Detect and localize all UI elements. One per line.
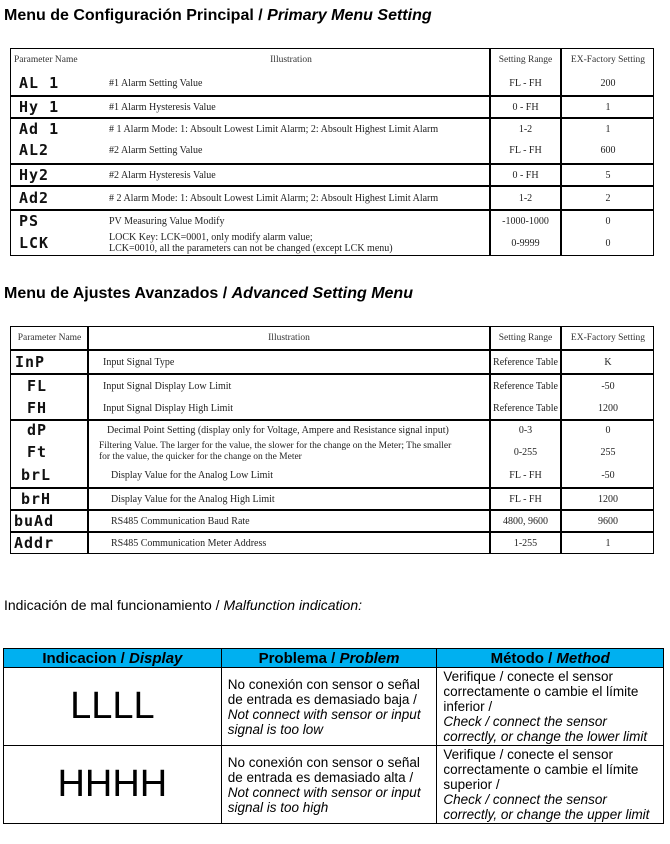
parameter-illustration: Input Signal Type	[103, 356, 175, 368]
primary-title-en: Primary Menu Setting	[267, 7, 432, 24]
table-row	[11, 439, 653, 465]
setting-range: 1-2	[518, 192, 533, 204]
table-row	[11, 373, 653, 397]
table-row	[11, 349, 653, 373]
table-row	[11, 531, 653, 553]
parameter-code: AL 1	[19, 74, 60, 92]
header-parameter-name: Parameter Name	[17, 333, 82, 343]
parameter-illustration: Filtering Value. The larger for the value, the slower for the change on the Meter; The smaller for the value, the quicker for the change on the Meter	[99, 441, 452, 462]
header-factory-setting: EX-Factory Setting	[570, 333, 646, 343]
setting-range: Reference Table	[493, 380, 558, 392]
parameter-code: Hy 1	[19, 98, 60, 116]
table-header	[11, 49, 653, 71]
table-row	[11, 487, 653, 509]
display-code: LLLL	[4, 668, 222, 746]
parameter-illustration: PV Measuring Value Modify	[109, 215, 225, 227]
factory-setting: 2	[605, 192, 611, 204]
header-setting-range: Setting Range	[498, 333, 553, 343]
factory-setting: -50	[601, 469, 615, 481]
malfunction-title-es: Indicación de mal funcionamiento	[4, 597, 212, 613]
parameter-illustration: Display Value for the Analog Low Limit	[111, 469, 274, 481]
parameter-illustration: Input Signal Display High Limit	[103, 402, 233, 414]
factory-setting: -50	[601, 380, 615, 392]
parameter-code: LCK	[19, 234, 50, 252]
parameter-code: Hy2	[19, 166, 50, 184]
header-parameter-name: Parameter Name	[14, 55, 78, 65]
factory-setting: 1200	[598, 402, 618, 414]
header-illustration: Illustration	[268, 333, 310, 343]
table-row	[11, 397, 653, 419]
advanced-title-en: Advanced Setting Menu	[231, 285, 413, 302]
parameter-illustration: Display Value for the Analog High Limit	[111, 493, 275, 505]
parameter-illustration: LOCK Key: LCK=0001, only modify alarm value; LCK=0010, all the parameters can not be changed (except LCK menu)	[109, 232, 393, 254]
table-row	[4, 746, 664, 824]
factory-setting: 9600	[598, 515, 618, 527]
factory-setting: 1	[605, 101, 611, 113]
header-illustration: Illustration	[270, 55, 312, 65]
setting-range: FL - FH	[509, 77, 542, 89]
setting-range: FL - FH	[509, 493, 542, 505]
setting-range: Reference Table	[493, 356, 558, 368]
table-row	[11, 209, 653, 231]
parameter-code: FH	[27, 399, 48, 417]
table-row	[11, 117, 653, 139]
method-cell: Verifique / conecte el sensor correctamente o cambie el límite superior / Check / connect the sensor correctly, or change the upper limit	[437, 746, 664, 824]
setting-range: FL - FH	[509, 144, 542, 156]
factory-setting: 200	[600, 77, 616, 89]
setting-range: 0 - FH	[512, 169, 539, 181]
parameter-code: InP	[15, 353, 46, 371]
parameter-illustration: RS485 Communication Meter Address	[111, 537, 267, 549]
parameter-illustration: #1 Alarm Hysteresis Value	[109, 101, 216, 113]
factory-setting: 0	[605, 237, 611, 249]
table-row	[11, 509, 653, 531]
factory-setting: 0	[605, 424, 611, 436]
problem-cell: No conexión con sensor o señal de entrada es demasiado alta / Not connect with sensor or input signal is too high	[221, 746, 437, 824]
parameter-code: brL	[21, 466, 52, 484]
setting-range: 0-255	[513, 446, 538, 458]
factory-setting: 5	[605, 169, 611, 181]
header-problem: Problema / Problem	[221, 649, 437, 668]
setting-range: 1-2	[518, 123, 533, 135]
factory-setting: 600	[600, 144, 616, 156]
parameter-illustration: #1 Alarm Setting Value	[109, 77, 203, 89]
parameter-code: buAd	[14, 512, 55, 530]
parameter-illustration: RS485 Communication Baud Rate	[111, 515, 250, 527]
factory-setting: 1	[605, 123, 611, 135]
advanced-title-es: Menu de Ajustes Avanzados	[4, 285, 219, 302]
parameter-illustration: #2 Alarm Setting Value	[109, 144, 203, 156]
problem-cell: No conexión con sensor o señal de entrada es demasiado baja / Not connect with sensor or input signal is too low	[221, 668, 437, 746]
factory-setting: 255	[600, 446, 616, 458]
primary-menu-title: Menu de Configuración Principal / Primary Menu Setting	[4, 7, 432, 24]
malfunction-title-en: Malfunction indication:	[223, 597, 362, 613]
setting-range: Reference Table	[493, 402, 558, 414]
header-setting-range: Setting Range	[498, 55, 553, 65]
primary-settings-table	[10, 48, 654, 256]
parameter-code: FL	[27, 377, 48, 395]
header-factory-setting: EX-Factory Setting	[570, 55, 646, 65]
setting-range: 1-255	[513, 537, 538, 549]
setting-range: FL - FH	[509, 469, 542, 481]
table-row	[11, 231, 653, 255]
table-header	[11, 327, 653, 349]
header-display: Indicacion / Display	[4, 649, 222, 668]
factory-setting: K	[604, 356, 612, 368]
setting-range: -1000-1000	[502, 215, 549, 227]
parameter-illustration: Input Signal Display Low Limit	[103, 380, 232, 392]
parameter-code: dP	[27, 421, 48, 439]
parameter-code: Ft	[27, 443, 48, 461]
setting-range: 0-9999	[511, 237, 540, 249]
parameter-code: AL2	[19, 141, 50, 159]
malfunction-table	[3, 648, 664, 824]
setting-range: 4800, 9600	[503, 515, 548, 527]
parameter-code: Ad 1	[19, 120, 60, 138]
parameter-code: Addr	[14, 534, 55, 552]
parameter-illustration: #2 Alarm Hysteresis Value	[109, 169, 216, 181]
table-row	[11, 419, 653, 439]
table-row	[11, 163, 653, 185]
header-method: Método / Method	[437, 649, 664, 668]
parameter-code: PS	[19, 212, 40, 230]
parameter-code: brH	[21, 490, 52, 508]
table-row	[11, 95, 653, 117]
table-row	[11, 465, 653, 485]
parameter-illustration: # 2 Alarm Mode: 1: Absoult Lowest Limit Alarm; 2: Absoult Highest Limit Alarm	[109, 192, 439, 204]
table-row	[11, 71, 653, 95]
parameter-illustration: # 1 Alarm Mode: 1: Absoult Lowest Limit Alarm; 2: Absoult Highest Limit Alarm	[109, 123, 439, 135]
factory-setting: 1	[605, 537, 611, 549]
parameter-illustration: Decimal Point Setting (display only for Voltage, Ampere and Resistance signal input)	[107, 424, 449, 436]
factory-setting: 1200	[598, 493, 618, 505]
malfunction-title: Indicación de mal funcionamiento / Malfunction indication:	[4, 597, 362, 613]
advanced-settings-table	[10, 326, 654, 554]
factory-setting: 0	[605, 215, 611, 227]
table-row	[11, 139, 653, 161]
table-row	[11, 185, 653, 209]
advanced-menu-title: Menu de Ajustes Avanzados / Advanced Setting Menu	[4, 285, 413, 302]
setting-range: 0 - FH	[512, 101, 539, 113]
display-code: HHHH	[4, 746, 222, 824]
method-cell: Verifique / conecte el sensor correctamente o cambie el límite inferior / Check / connect the sensor correctly, or change the lower limit	[437, 668, 664, 746]
setting-range: 0-3	[518, 424, 533, 436]
primary-title-es: Menu de Configuración Principal	[4, 7, 254, 24]
table-row	[4, 668, 664, 746]
table-header	[4, 649, 664, 668]
parameter-code: Ad2	[19, 189, 50, 207]
